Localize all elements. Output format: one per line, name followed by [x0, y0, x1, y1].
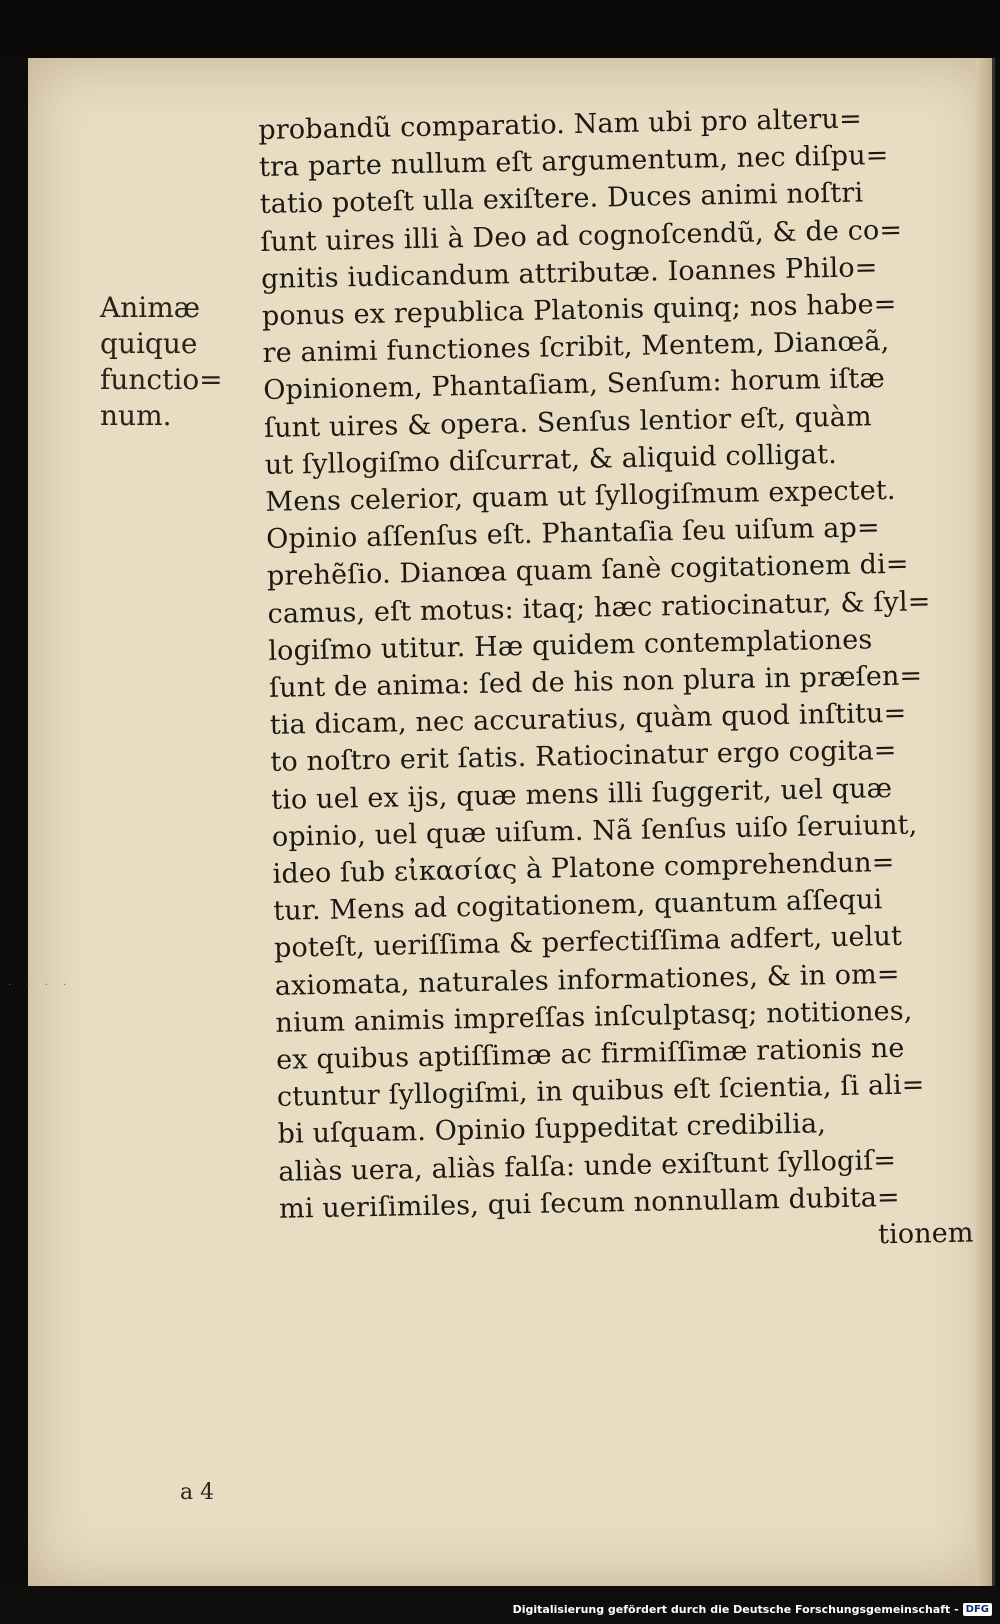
catchword: tionem [877, 1217, 974, 1251]
text-line: ut ſyllogiſmo diſcurrat, & aliquid colligat. [264, 438, 838, 481]
digitization-credit [513, 1603, 992, 1616]
marginal-note-line: Animæ [100, 291, 201, 324]
text-line: tatio poteſt ulla exiſtere. Duces animi noſtri [259, 177, 864, 221]
text-line: ſunt de anima: ſed de his non plura in præſen= [268, 660, 923, 704]
text-line: ideo ſub εἰκασίας à Platone comprehendun= [272, 846, 895, 890]
marginal-note-line: num. [100, 399, 172, 432]
text-line: probandũ comparatio. Nam ubi pro alteru= [258, 103, 863, 146]
text-line: logiſmo utitur. Hæ quidem contemplationes [268, 624, 873, 667]
text-line: Opinionem, Phantaſiam, Senſum: horum iſtæ [263, 363, 886, 407]
page-edge [976, 58, 992, 1586]
scan-edge-marks: · · · · [8, 980, 73, 991]
text-line: aliàs uera, aliàs falſa: unde exiſtunt ſyllogiſ= [278, 1144, 897, 1188]
text-line: mi ueriſimiles, qui ſecum nonnullam dubita= [278, 1181, 901, 1225]
text-line: gnitis iudicandum attributæ. Ioannes Philo= [260, 251, 878, 295]
text-line: re animi functiones ſcribit, Mentem, Dianœã, [262, 326, 890, 370]
text-line: poteſt, ueriſſima & perfectiſſima adfert, uelut [273, 921, 903, 965]
text-line: ex quibus aptiſſimæ ac firmiſſimæ rationis ne [275, 1032, 905, 1076]
text-line: to noſtro erit ſatis. Ratiocinatur ergo cogita= [270, 735, 897, 779]
text-line: tio uel ex ijs, quæ mens illi ſuggerit, uel quæ [270, 772, 893, 816]
text-line: tra parte nullum eſt argumentum, nec diſpu= [258, 140, 889, 184]
text-line: ſunt uires & opera. Senſus lentior eſt, quàm [263, 400, 872, 444]
signature-mark: a 4 [180, 1480, 215, 1505]
text-line: ponus ex republica Platonis quinq; nos habe= [261, 288, 897, 332]
text-line: ctuntur ſyllogiſmi, in quibus eſt ſcientia, ſi ali= [276, 1069, 925, 1114]
main-text-block [258, 99, 980, 1266]
marginal-note [100, 290, 230, 434]
dfg-logo-icon: DFG [963, 1603, 992, 1616]
text-line: tur. Mens ad cogitationem, quantum aſſequi [273, 884, 883, 928]
text-line: tia dicam, nec accuratius, quàm quod inſtitu= [269, 697, 907, 742]
text-line: camus, eſt motus: itaq; hæc ratiocinatur, & ſyl= [267, 585, 931, 630]
text-line: nium animis impreſſas inſculptasq; notitiones, [275, 995, 913, 1039]
text-line: ſunt uires illi à Deo ad cognoſcendũ, & de co= [260, 214, 903, 258]
text-line: Opinio aſſenſus eſt. Phantaſia ſeu uiſum ap= [265, 512, 881, 556]
text-line: bi uſquam. Opinio ſuppeditat credibilia, [277, 1108, 827, 1151]
credit-text: Digitalisierung gefördert durch die Deutsche Forschungsgemeinschaft - [512, 1603, 959, 1616]
text-line: Mens celerior, quam ut ſyllogiſmum expectet. [265, 474, 896, 518]
text-line: opinio, uel quæ uiſum. Nã ſenſus uiſo ſeruiunt, [271, 809, 918, 853]
marginal-note-line: quique [100, 327, 198, 360]
text-line: axiomata, naturales informationes, & in om= [274, 958, 900, 1002]
text-line: prehẽſio. Dianœa quam ſanè cogitationem di= [266, 549, 909, 593]
marginal-note-line: functio= [100, 363, 223, 396]
scan-top-border [0, 0, 1000, 58]
